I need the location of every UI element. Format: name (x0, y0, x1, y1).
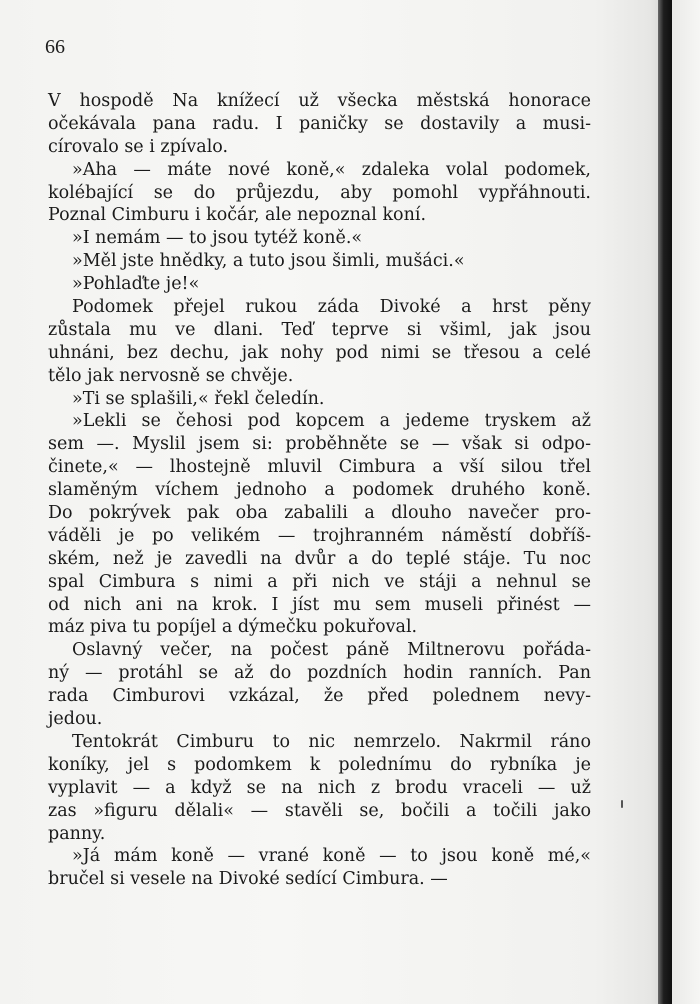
text-line: Oslavný večer, na počest páně Miltnerovu pořáda- (72, 640, 591, 661)
text-line: panny. (48, 823, 106, 844)
text-line: »Měl jste hnědky, a tuto jsou šimli, mušáci.« (72, 251, 465, 272)
text-line: círovalo se i zpívalo. (48, 136, 229, 157)
text-line: »Pohlaďte je!« (72, 274, 200, 295)
text-line: ském, než je zavedli na dvůr a do teplé stáje. Tu noc (48, 548, 591, 569)
ink-speck (621, 800, 623, 808)
text-line: »Ti se splašili,« řekl čeledín. (72, 388, 325, 409)
text-line: »I nemám — to jsou tytéž koně.« (72, 228, 363, 249)
text-line: »Lekli se čehosi pod kopcem a jedeme tryskem až (72, 411, 591, 432)
text-line: spal Cimbura s nimi a při nich ve stáji a nehnul se (48, 571, 591, 592)
text-line: Tentokrát Cimburu to nic nemrzelo. Nakrmil ráno (72, 731, 591, 752)
facing-page-edge (672, 0, 700, 1004)
text-line: činete,« — lhostejně mluvil Cimbura a vší silou třel (48, 457, 591, 478)
text-line: sem —. Myslil jsem si: proběhněte se — však si odpo- (48, 434, 591, 455)
text-line: máz piva tu popíjel a dýmečku pokuřoval. (48, 617, 418, 638)
text-line: od nich ani na krok. I jíst mu sem museli přinést — (48, 594, 591, 615)
text-line: uhnáni, bez dechu, jak nohy pod nimi se třesou a celé (48, 342, 591, 363)
text-line: zůstala mu ve dlani. Teď teprve si všiml, jak jsou (48, 319, 591, 340)
page-text (48, 90, 591, 891)
text-line: kolébající se do průjezdu, aby pomohl vypřáhnouti. (48, 182, 591, 203)
text-line: slaměným víchem jednoho a podomek druhého koně. (48, 480, 591, 501)
text-line: bručel si vesele na Divoké sedící Cimbura. — (48, 869, 448, 890)
text-line: zas »figuru dělali« — stavěli se, bočili a točili jako (48, 800, 591, 821)
text-line: Poznal Cimburu i kočár, ale nepoznal koní. (48, 205, 427, 226)
text-line: Do pokrývek pak oba zabalili a dlouho navečer pro- (48, 503, 591, 524)
text-line: jedou. (48, 709, 103, 730)
text-line: V hospodě Na knížecí už všecka městská honorace (48, 91, 591, 111)
text-line: »Já mám koně — vrané koně — to jsou koně mé,« (72, 846, 591, 867)
page-number: 66 (45, 36, 65, 58)
text-line: tělo jak nervosně se chvěje. (48, 365, 294, 386)
text-line: rada Cimburovi vzkázal, že před polednem nevy- (48, 686, 591, 707)
text-line: očekávala pana radu. I paničky se dostavily a musi- (48, 113, 591, 134)
text-line: »Aha — máte nové koně,« zdaleka volal podomek, (72, 159, 591, 180)
text-line: váděli je po velikém — trojhranném náměstí dobříš- (48, 525, 591, 546)
text-line: vyplavit — a když se na nich z brodu vraceli — už (48, 777, 591, 798)
text-line: ný — protáhl se až do pozdních hodin ranních. Pan (48, 663, 591, 684)
book-spine-shadow (658, 0, 672, 1004)
text-line: Podomek přejel rukou záda Divoké a hrst pěny (72, 297, 591, 318)
text-line: koníky, jel s podomkem k polednímu do rybníka je (48, 754, 591, 775)
